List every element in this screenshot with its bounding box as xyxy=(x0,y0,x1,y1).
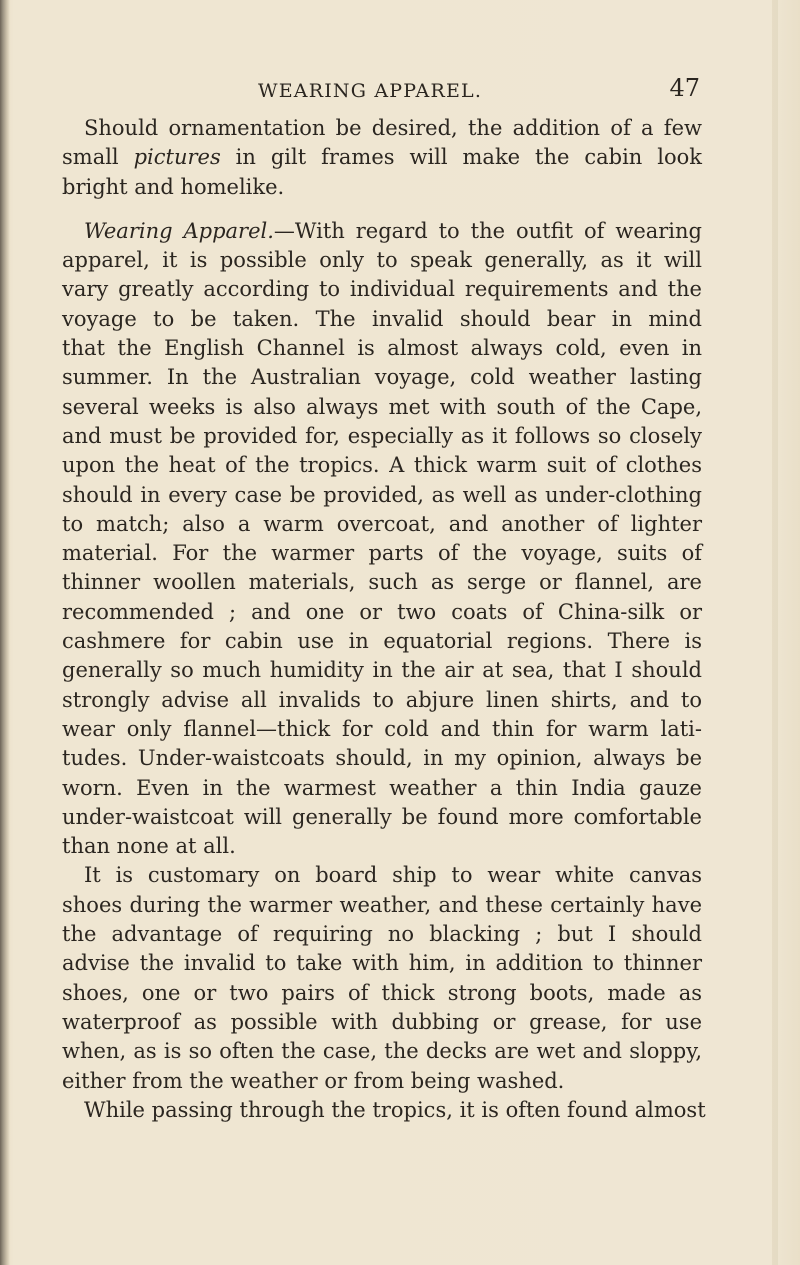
page-number: 47 xyxy=(669,74,700,102)
text-line: cashmere for cabin use in equatorial regions. There is xyxy=(62,629,702,654)
text-line: It is customary on board ship to wear white canvas xyxy=(84,863,702,888)
text-line: that the English Channel is almost always cold, even in xyxy=(62,336,702,361)
section-heading: Wearing Apparel. xyxy=(84,218,274,243)
text-line: thinner woollen materials, such as serge or flannel, are xyxy=(62,570,702,595)
text-line: material. For the warmer parts of the voyage, suits of xyxy=(62,541,702,566)
running-head-title: WEARING APPAREL. xyxy=(258,80,483,102)
text-line: recommended ; and one or two coats of China-silk or xyxy=(62,599,702,624)
body-text xyxy=(62,114,706,1125)
paragraph-wearing-apparel xyxy=(62,217,702,862)
paragraph-ornamentation xyxy=(62,114,702,202)
paragraph-tropics xyxy=(62,1096,706,1125)
text-fragment: —With regard to the outfit of wearing xyxy=(273,218,702,243)
text-line: worn. Even in the warmest weather a thin India gauze xyxy=(62,775,702,800)
page-edge-shading xyxy=(772,0,778,1265)
binding-edge xyxy=(0,0,10,1265)
text-line: shoes during the warmer weather, and these certainly have xyxy=(62,892,702,917)
text-line: to match; also a warm overcoat, and another of lighter xyxy=(62,511,702,536)
running-head xyxy=(62,74,700,114)
text-line: apparel, it is possible only to speak generally, as it will xyxy=(62,248,702,273)
text-line: upon the heat of the tropics. A thick warm suit of clothes xyxy=(62,453,702,478)
text-line: than none at all. xyxy=(62,834,236,859)
text-fragment: in gilt frames will make the cabin look xyxy=(235,145,702,170)
text-line: While passing through the tropics, it is often found almost xyxy=(84,1097,706,1122)
text-line: vary greatly according to individual requirements and the xyxy=(62,277,702,302)
text-line: Should ornamentation be desired, the addition of a few xyxy=(84,116,702,140)
paragraph-gap xyxy=(62,202,702,217)
text-line: when, as is so often the case, the decks are wet and sloppy, xyxy=(62,1039,702,1064)
text-line: advise the invalid to take with him, in addition to thinner xyxy=(62,951,702,976)
text-line: and must be provided for, especially as it follows so closely xyxy=(62,423,702,448)
text-line: the advantage of requiring no blacking ; but I should xyxy=(62,922,702,947)
paragraph-shoes xyxy=(62,861,702,1095)
text-line: shoes, one or two pairs of thick strong boots, made as xyxy=(62,980,702,1005)
text-line: strongly advise all invalids to abjure linen shirts, and to xyxy=(62,687,702,712)
text-line: bright and homelike. xyxy=(62,174,285,199)
text-line: should in every case be provided, as well as under-clothing xyxy=(62,482,702,507)
text-line: either from the weather or from being washed. xyxy=(62,1068,565,1093)
italic-word: pictures xyxy=(133,145,221,170)
text-line: several weeks is also always met with south of the Cape, xyxy=(62,394,702,419)
text-line xyxy=(62,217,702,246)
text-line: under-waistcoat will generally be found more comfortable xyxy=(62,804,702,829)
text-line xyxy=(62,143,702,172)
text-line: generally so much humidity in the air at sea, that I should xyxy=(62,658,702,683)
text-line: wear only flannel—thick for cold and thin for warm lati- xyxy=(62,716,702,741)
text-line: voyage to be taken. The invalid should bear in mind xyxy=(62,306,702,331)
text-line: summer. In the Australian voyage, cold weather lasting xyxy=(62,365,702,390)
text-line: tudes. Under-waistcoats should, in my opinion, always be xyxy=(62,746,702,771)
text-line: waterproof as possible with dubbing or grease, for use xyxy=(62,1009,702,1034)
text-fragment: small xyxy=(62,145,119,170)
